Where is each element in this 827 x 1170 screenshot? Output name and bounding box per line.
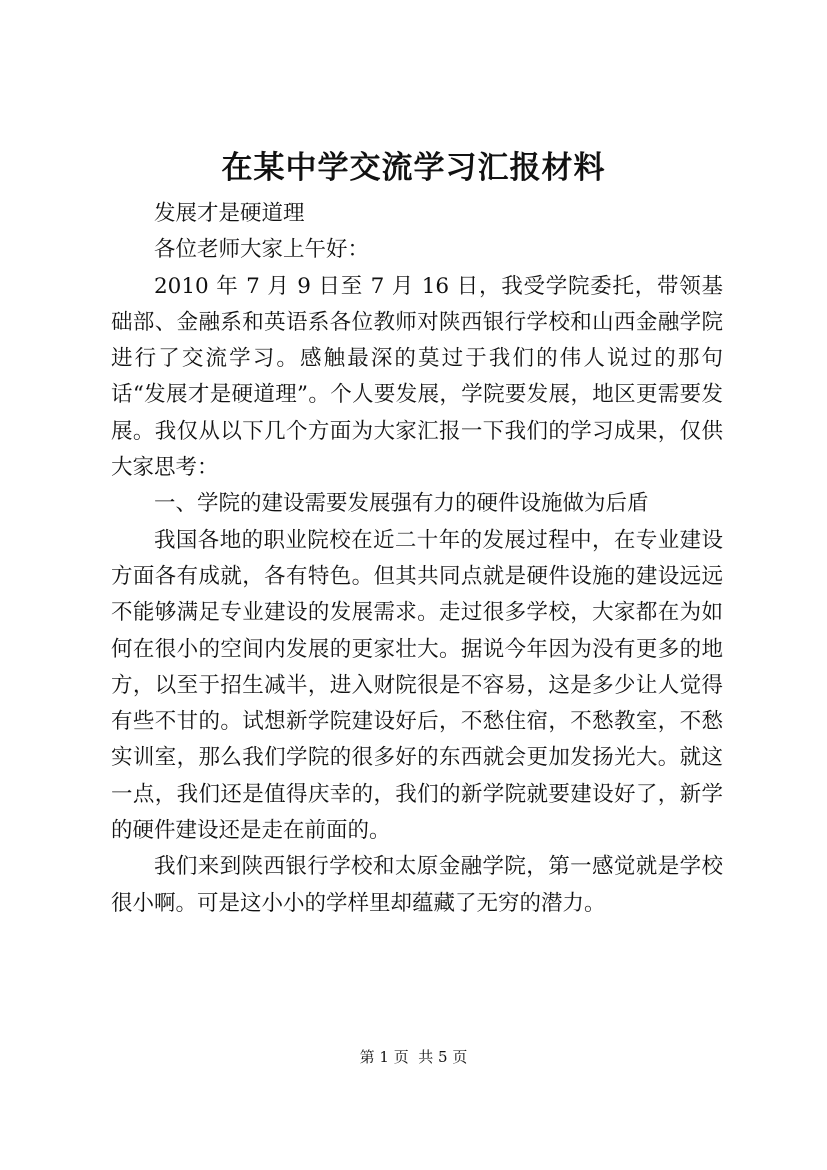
page-footer (0, 1047, 827, 1067)
document-body (111, 196, 723, 922)
closing-paragraph: 我们来到陕西银行学校和太原金融学院，第一感觉就是学校很小啊。可是这小小的学样里却蕴藏了无穷的潜力。 (111, 854, 723, 916)
section-heading: 一、学院的建设需要发展强有力的硬件设施做为后盾 (154, 491, 649, 517)
document-title: 在某中学交流学习汇报材料 (221, 150, 606, 186)
section-paragraph: 我国各地的职业院校在近二十年的发展过程中，在专业建设方面各有成就，各有特色。但其共同点就是硬件设施的建设远远不能够满足专业建设的发展需求。走过很多学校，大家都在为如何在很小的空间内发展的更家壮大。据说今年因为没有更多的地方，以至于招生减半，进入财院很是不容易，这是多少让人觉得有些不甘的。试想新学院建设好后，不愁住宿，不愁教室，不愁实训室，那么我们学院的很多好的东西就会更加发扬光大。就这一点，我们还是值得庆幸的，我们的新学院就要建设好了，新学的硬件建设还是走在前面的。 (111, 527, 723, 844)
greeting-paragraph: 各位老师大家上午好： (154, 237, 370, 263)
page-number: 第 1 页 共 5 页 (359, 1048, 468, 1066)
subtitle-paragraph: 发展才是硬道理 (154, 201, 305, 226)
intro-paragraph: 2010 年 7 月 9 日至 7 月 16 日，我受学院委托，带领基础部、金融系和英语系各位教师对陕西银行学校和山西金融学院进行了交流学习。感触最深的莫过于我们的伟人说过的那句话“发展才是硬道理”。个人要发展，学院要发展，地区更需要发展。我仅从以下几个方面为大家汇报一下我们的学习成果，仅供大家思考： (111, 273, 723, 481)
